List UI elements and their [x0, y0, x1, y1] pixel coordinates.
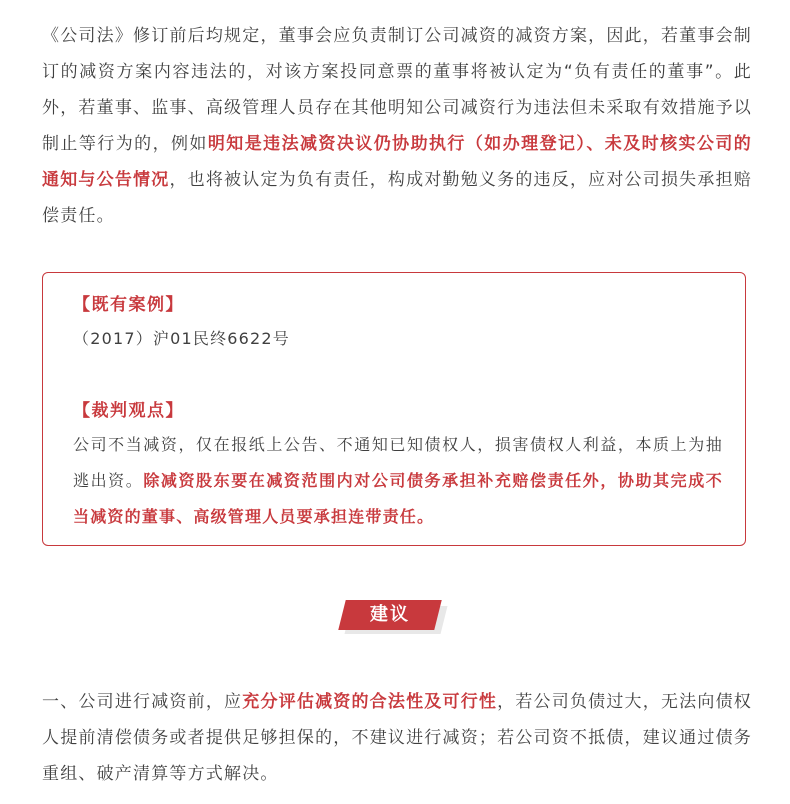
judgment-highlight: 除减资股东要在减资范围内对公司债务承担补充赔偿责任外，协助其完成不当减资的董事、高级管理人员要承担连带责任。 [73, 471, 723, 526]
judgment-heading: 【裁判观点】 [73, 401, 184, 421]
case-box [42, 272, 746, 546]
judgment-text: 公司不当减资，仅在报纸上公告、不通知已知债权人，损害债权人利益，本质上为抽逃出资。 [73, 435, 723, 490]
section-tag [340, 598, 454, 636]
section-tag-label: 建议 [370, 604, 410, 625]
suggestion-paragraph [42, 684, 752, 792]
intro-highlight: 明知是违法减资决议仍协助执行（如办理登记）、未及时核实公司的通知与公告情况 [42, 134, 752, 190]
suggestion-text-1: 一、公司进行减资前，应 [42, 692, 243, 712]
intro-text-2: ，也将被认定为负有责任，构成对勤勉义务的违反，应对公司损失承担赔偿责任。 [42, 170, 752, 226]
judgment-paragraph [73, 427, 723, 535]
case-number: （2017）沪01民终6622号 [73, 329, 290, 348]
suggestion-text-2: ，若公司负债过大，无法向债权人提前清偿债务或者提供足够担保的，不建议进行减资；若公司资不抵债，建议通过债务重组、破产清算等方式解决。 [42, 692, 752, 784]
intro-paragraph [42, 18, 752, 234]
existing-case-heading: 【既有案例】 [73, 295, 184, 315]
intro-text-1: 《公司法》修订前后均规定，董事会应负责制订公司减资的减资方案，因此，若董事会制订的减资方案内容违法的，对该方案投同意票的董事将被认定为“负有责任的董事”。此外，若董事、监事、高级管理人员存在其他明知公司减资行为违法但未采取有效措施予以制止等行为的，例如 [42, 26, 752, 154]
suggestion-highlight: 充分评估减资的合法性及可行性 [242, 692, 498, 712]
